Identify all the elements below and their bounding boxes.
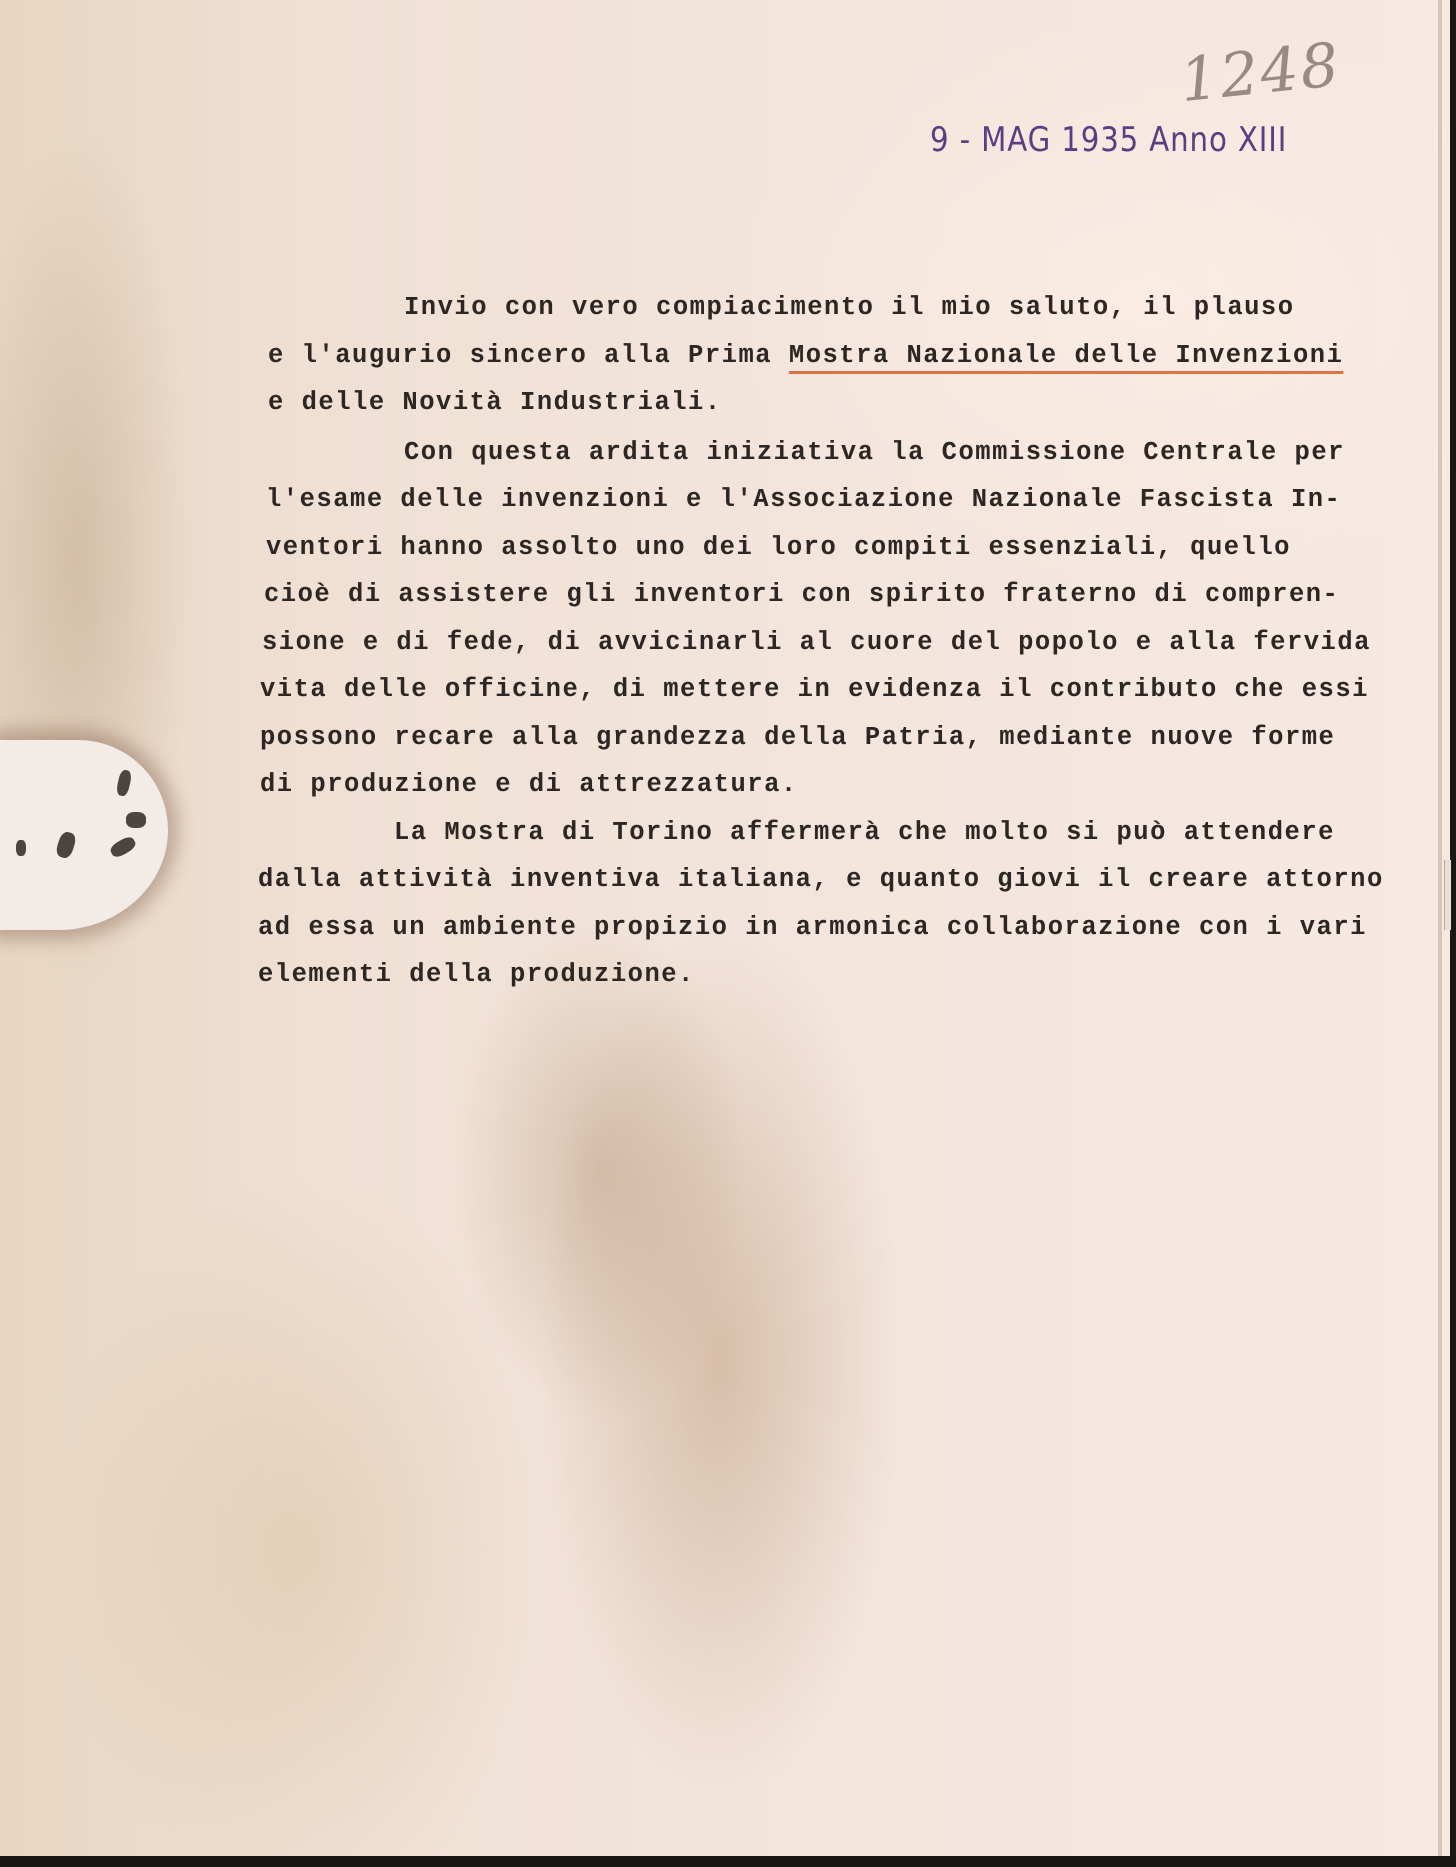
- text-line: dalla attività inventiva italiana, e quanto giovi il creare attorno: [258, 865, 1384, 894]
- text-line: La Mostra di Torino affermerà che molto si può attendere: [394, 817, 1335, 847]
- text-line: Invio con vero compiacimento il mio saluto, il plauso: [404, 293, 1295, 322]
- page-edge: [1438, 0, 1442, 1856]
- text-line-part: e l'augurio sincero alla Prima: [268, 340, 789, 370]
- text-line: elementi della produzione.: [258, 960, 695, 989]
- text-line: sione e di fede, di avvicinarli al cuore del popolo e alla fervida: [262, 627, 1371, 657]
- date-stamp: 9 - MAG 1935 Anno XIII: [930, 120, 1288, 160]
- text-line: l'esame delle invenzioni e l'Associazione Nazionale Fascista In-: [266, 485, 1342, 514]
- text-line: ventori hanno assolto uno dei loro compiti essenziali, quello: [266, 532, 1291, 562]
- handwritten-number: 1248: [1176, 29, 1344, 117]
- text-line: [258, 332, 1408, 380]
- text-line: di produzione e di attrezzatura.: [260, 770, 798, 799]
- underlined-title: Mostra Nazionale delle Invenzioni: [788, 340, 1344, 370]
- text-line: cioè di assistere gli inventori con spirito fraterno di compren-: [264, 580, 1340, 609]
- text-line: ad essa un ambiente propizio in armonica collaborazione con i vari: [258, 912, 1367, 942]
- text-line: possono recare alla grandezza della Patria, mediante nuove forme: [260, 722, 1336, 752]
- burn-damage: [0, 740, 168, 930]
- text-line: e delle Novità Industriali.: [268, 388, 722, 417]
- text-line: vita delle officine, di mettere in evidenza il contributo che essi: [260, 675, 1369, 704]
- letter-body: [258, 284, 1408, 999]
- text-line: Con questa ardita iniziativa la Commissione Centrale per: [404, 437, 1345, 467]
- paper-slip: [1444, 860, 1451, 930]
